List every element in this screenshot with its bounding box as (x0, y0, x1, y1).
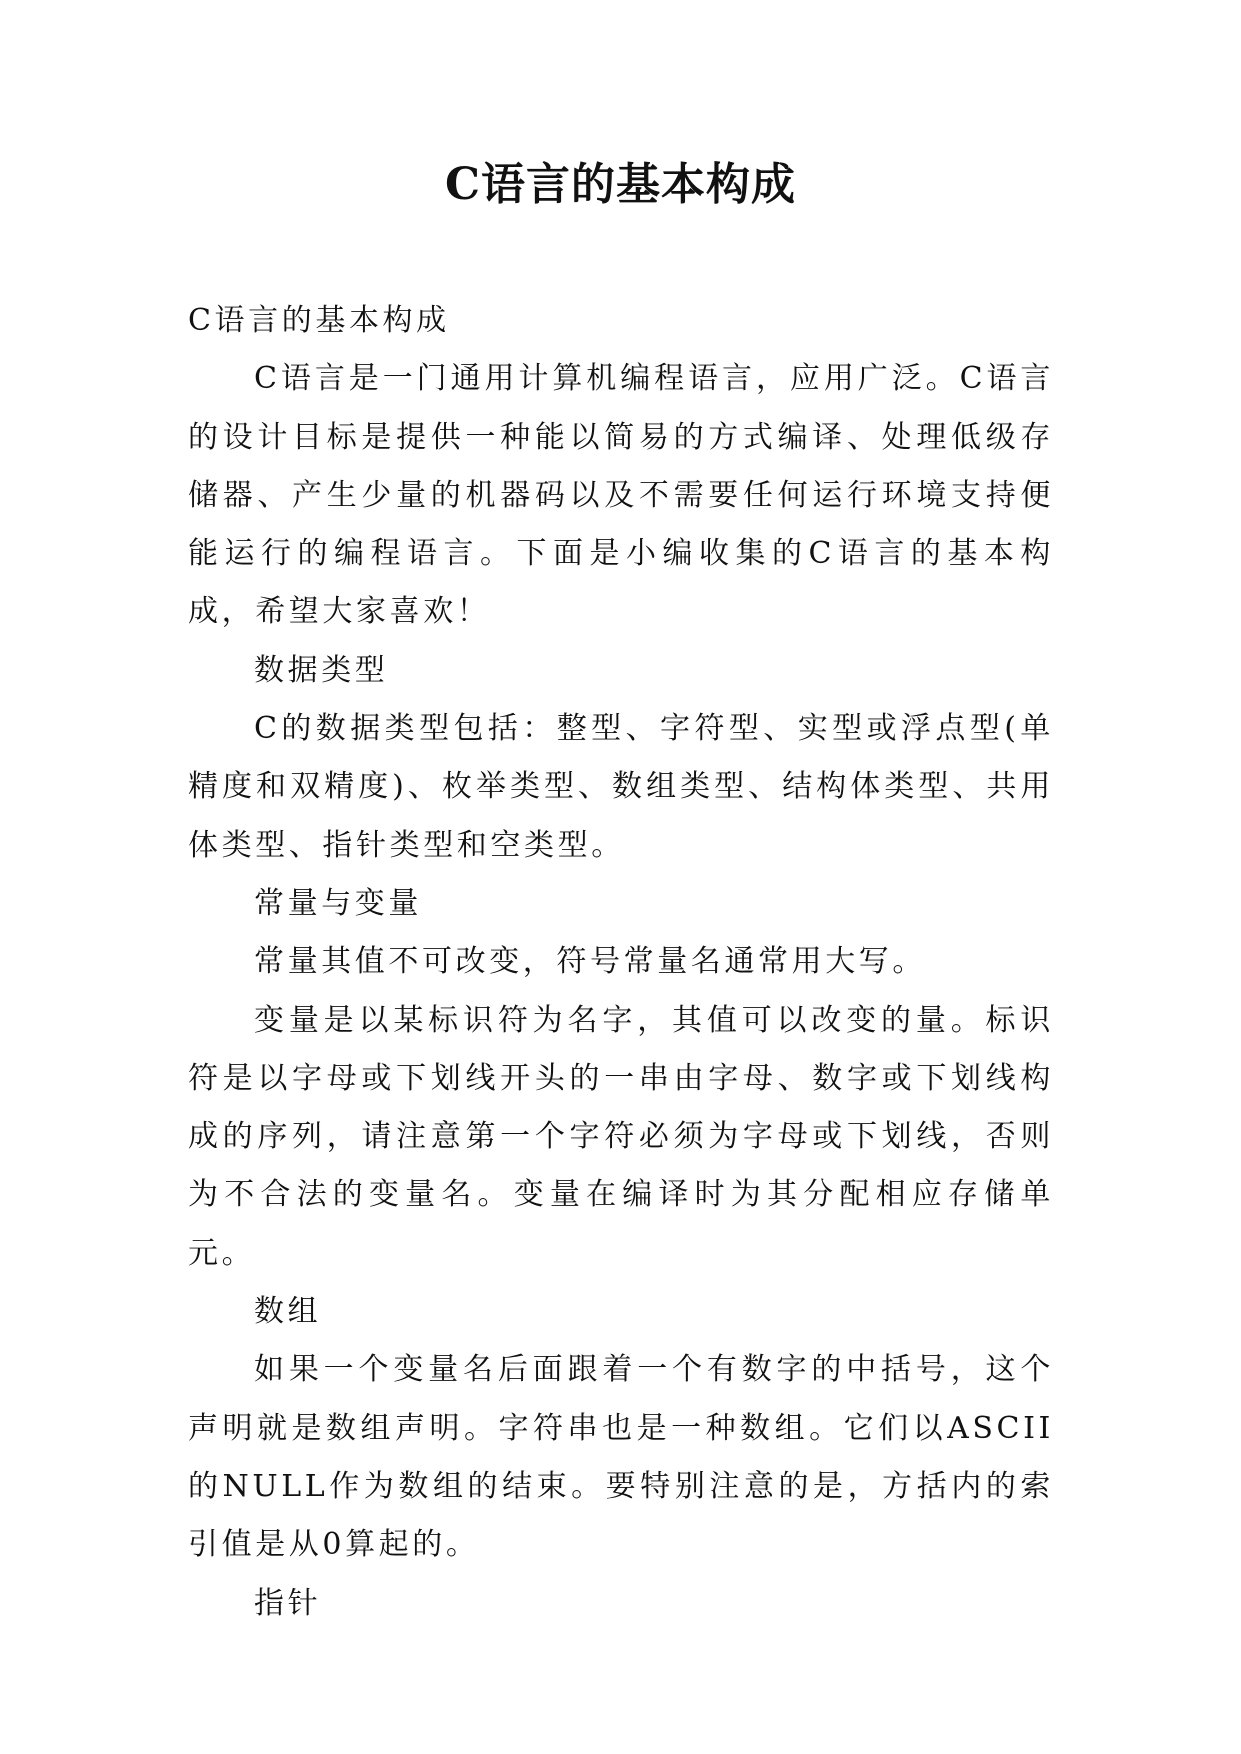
paragraph-data-types: C的数据类型包括：整型、字符型、实型或浮点型(单精度和双精度)、枚举类型、数组类型、结构体类型、共用体类型、指针类型和空类型。 (188, 711, 1054, 863)
paragraph-arrays: 如果一个变量名后面跟着一个有数字的中括号，这个声明就是数组声明。字符串也是一种数组。它们以ASCII的NULL作为数组的结束。要特别注意的是，方括内的索引值是从0算起的。 (188, 1352, 1054, 1563)
section-heading-arrays: 数组 (254, 1294, 322, 1330)
section-heading-constants-variables: 常量与变量 (254, 885, 422, 921)
document-body (188, 292, 1054, 1633)
document-title: C语言的基本构成 (444, 159, 797, 210)
intro-paragraph: C语言是一门通用计算机编程语言，应用广泛。C语言的设计目标是提供一种能以简易的方式编译、处理低级存储器、产生少量的机器码以及不需要任何运行环境支持便能运行的编程语言。下面是小编收集的C语言的基本构成，希望大家喜欢！ (188, 361, 1054, 630)
document-subtitle: C语言的基本构成 (188, 303, 450, 338)
paragraph-variables: 变量是以某标识符为名字，其值可以改变的量。标识符是以字母或下划线开头的一串由字母、数字或下划线构成的序列，请注意第一个字符必须为字母或下划线，否则为不合法的变量名。变量在编译时为其分配相应存储单元。 (188, 1002, 1054, 1271)
paragraph-constants: 常量其值不可改变，符号常量名通常用大写。 (254, 944, 926, 980)
section-heading-data-types: 数据类型 (254, 652, 389, 688)
section-heading-pointers: 指针 (254, 1585, 322, 1621)
